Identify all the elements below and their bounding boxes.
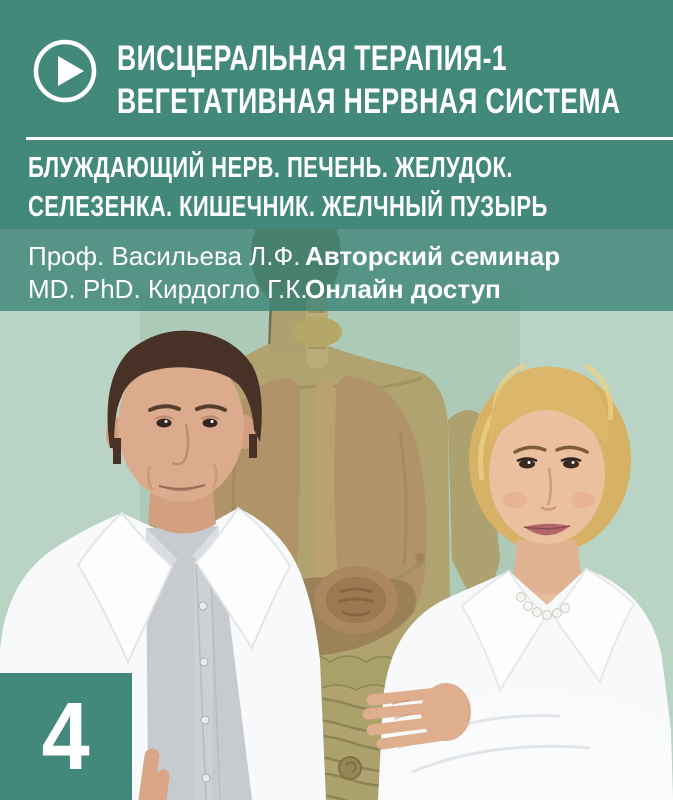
topics-line-2: СЕЛЕЗЕНКА. КИШЕЧНИК. ЖЕЛЧНЫЙ ПУЗЫРЬ <box>28 191 548 223</box>
header-divider <box>26 137 673 140</box>
part-number-badge <box>0 673 132 800</box>
format-line-1: Авторский семинар <box>305 241 561 271</box>
title-line-1: ВИСЦЕРАЛЬНАЯ ТЕРАПИЯ-1 <box>117 39 507 78</box>
title-line-2: ВЕГЕТАТИВНАЯ НЕРВНАЯ СИСТЕМА <box>117 82 621 121</box>
play-button[interactable] <box>33 39 97 103</box>
topics-line-1: БЛУЖДАЮЩИЙ НЕРВ. ПЕЧЕНЬ. ЖЕЛУДОК. <box>28 152 513 184</box>
presenters-column <box>28 240 308 306</box>
play-circle-icon <box>33 39 97 103</box>
format-line-2: Онлайн доступ <box>305 274 501 304</box>
topics-list <box>28 151 673 229</box>
presenter-name-2: MD. PhD. Кирдогло Г.К. <box>28 274 308 304</box>
presenter-name-1: Проф. Васильева Л.Ф. <box>28 241 301 271</box>
poster-title <box>117 41 673 127</box>
part-number: 4 <box>41 682 91 790</box>
format-column <box>305 240 560 306</box>
